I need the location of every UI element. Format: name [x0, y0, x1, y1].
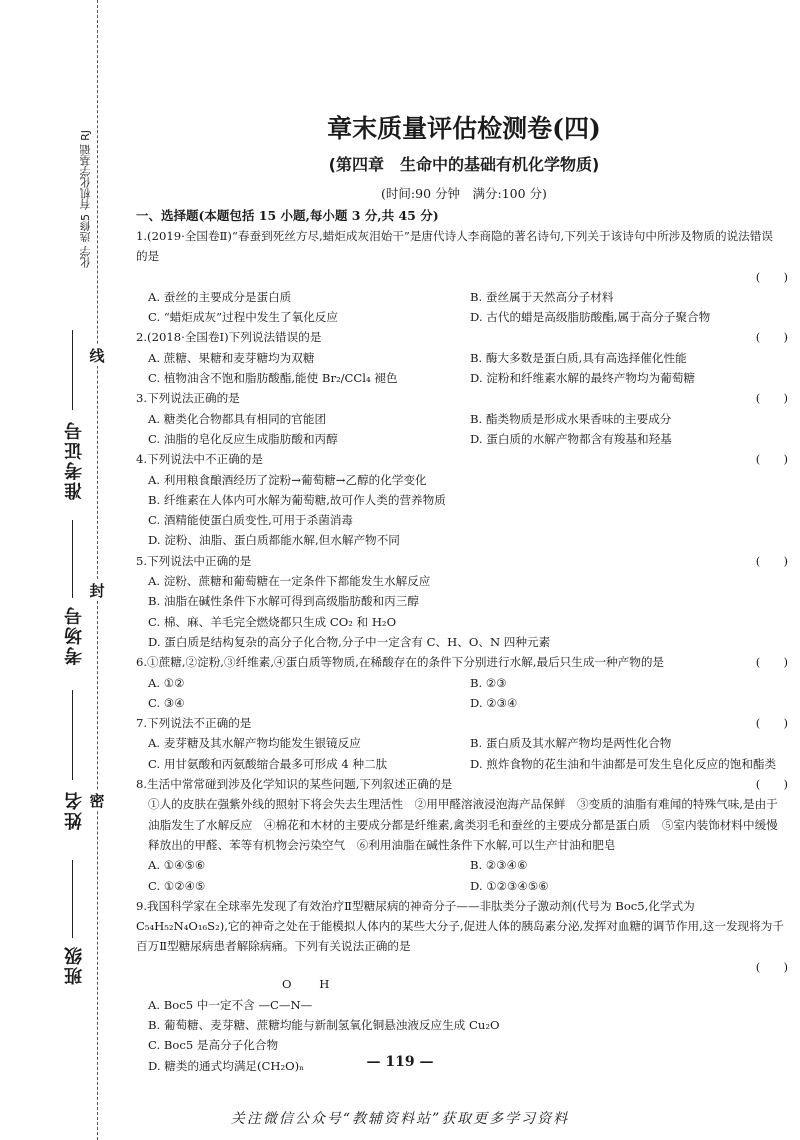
option-a: A. 蚕丝的主要成分是蛋白质 [148, 289, 292, 304]
exam-id-label: 准考证号 [64, 420, 85, 500]
option-b: B. ②③ [470, 675, 507, 690]
binding-mark-mi: 密 [87, 790, 107, 811]
question-stem: 9.我国科学家在全球率先发现了有效治疗Ⅱ型糖尿病的神奇分子——非肽类分子激动剂(代号为 Boc5,化学式为 C₅₄H₅₂N₄O₁₆S₂),它的神奇之处在于能模拟人体内的某些大分子,促进人体的胰岛素分泌,发挥对血糖的调节作用,这一发现将为千百万Ⅱ型糖尿病患者解除病痛。下列有关说法正确的是 [136, 898, 784, 954]
option-d: D. 淀粉、油脂、蛋白质都能水解,但水解产物不同 [148, 533, 400, 548]
option-c: C. ①②④⑤ [148, 878, 206, 893]
chapter-subtitle: (第四章 生命中的基础有机化学物质) [328, 155, 600, 174]
question-8 [136, 774, 792, 896]
exam-room-label: 考场号 [64, 605, 85, 665]
name-label: 姓名 [64, 790, 85, 830]
option-a: A. 糖类化合物都具有相同的官能团 [148, 411, 327, 426]
question-stem: 5.下列说法中正确的是 [136, 553, 252, 568]
series-label: 化学 选修5 有机化学基础 RJ [79, 130, 92, 269]
answer-paren: ( ) [755, 716, 788, 731]
option-a: A. 蔗糖、果糖和麦芽糖均为双糖 [148, 350, 315, 365]
option-b: B. 油脂在碱性条件下水解可得到高级脂肪酸和丙三醇 [148, 594, 419, 609]
name-line [72, 690, 73, 780]
question-5 [136, 551, 792, 652]
option-b: B. 酶大多数是蛋白质,具有高选择催化性能 [470, 350, 687, 365]
option-b: B. 纤维素在人体内可水解为葡萄糖,故可作人类的营养物质 [148, 492, 446, 507]
exam-info: (时间:90 分钟 满分:100 分) [381, 186, 547, 201]
footer-note: 关注微信公众号“教辅资料站”获取更多学习资料 [230, 1111, 570, 1127]
binding-mark-feng: 封 [87, 580, 107, 601]
structure-atoms: O H [282, 976, 342, 991]
question-stem: 3.下列说法正确的是 [136, 391, 240, 406]
option-c: C. 用甘氨酸和丙氨酸缩合最多可形成 4 种二肽 [148, 756, 388, 771]
section-heading: 一、选择题(本题包括 15 小题,每小题 3 分,共 45 分) [136, 208, 439, 223]
answer-paren: ( ) [755, 655, 788, 670]
option-d: D. ①②③④⑤⑥ [470, 878, 549, 893]
option-c: C. 油脂的皂化反应生成脂肪酸和丙醇 [148, 431, 338, 446]
option-b: B. 酯类物质是形成水果香味的主要成分 [470, 411, 672, 426]
class-label: 班级 [64, 945, 85, 985]
class-line [72, 860, 73, 938]
question-stem: 6.①蔗糖,②淀粉,③纤维素,④蛋白质等物质,在稀酸存在的条件下分别进行水解,最后只生成一种产物的是 [136, 655, 665, 670]
binding-dash-line [97, 0, 98, 1140]
option-c: C. ③④ [148, 695, 185, 710]
option-d: D. 古代的蜡是高级脂肪酸酯,属于高分子聚合物 [470, 310, 711, 325]
option-a: A. Boc5 中一定不含 —C—N— [148, 997, 313, 1012]
option-a: A. 利用粮食酿酒经历了淀粉→葡萄糖→乙醇的化学变化 [148, 472, 427, 487]
answer-paren: ( ) [755, 330, 788, 345]
option-b: B. 蛋白质及其水解产物均是两性化合物 [470, 736, 672, 751]
option-c: C. 植物油含不饱和脂肪酸酯,能使 Br₂/CCl₄ 褪色 [148, 371, 398, 386]
question-stem: 2.(2018·全国卷Ⅰ)下列说法错误的是 [136, 330, 322, 345]
option-b: B. 葡萄糖、麦芽糖、蔗糖均能与新制氢氧化铜悬浊液反应生成 Cu₂O [148, 1017, 500, 1032]
option-b: B. ②③④⑥ [470, 858, 528, 873]
question-7 [136, 713, 792, 774]
question-4 [136, 449, 792, 550]
answer-paren: ( ) [755, 391, 788, 406]
option-c: C. “蜡炬成灰”过程中发生了氧化反应 [148, 310, 338, 325]
exam-content [136, 112, 792, 1076]
option-d: D. ②③④ [470, 695, 518, 710]
option-d: D. 蛋白质的水解产物都含有羧基和羟基 [470, 431, 672, 446]
option-b: B. 蚕丝属于天然高分子材料 [470, 289, 614, 304]
question-2 [136, 327, 792, 388]
option-a: A. 麦芽糖及其水解产物均能发生银镜反应 [148, 736, 361, 751]
page-number: — 119 — [366, 1054, 434, 1070]
option-a: A. ①④⑤⑥ [148, 858, 206, 873]
answer-paren: ( ) [755, 959, 788, 974]
answer-paren: ( ) [755, 553, 788, 568]
option-a: A. 淀粉、蔗糖和葡萄糖在一定条件下都能发生水解反应 [148, 574, 431, 589]
binding-margin [0, 0, 110, 1140]
question-1 [136, 226, 792, 327]
binding-mark-xian: 线 [87, 345, 107, 366]
question-body: ①人的皮肤在强紫外线的照射下将会失去生理活性 ②用甲醛溶液浸泡海产品保鲜 ③变质的油脂有难闻的特殊气味,是由于油脂发生了水解反应 ④棉花和木材的主要成分都是纤维素,禽类羽毛和蚕丝的主要成分都是蛋白质 ⑤室内装饰材料中缓慢释放出的甲醛、苯等有机物会污染空气 ⑥利用油脂在碱性条件下水解,可以生产甘油和肥皂 [148, 797, 778, 852]
exam-id-line [72, 330, 73, 410]
option-d: D. 淀粉和纤维素水解的最终产物均为葡萄糖 [470, 371, 695, 386]
option-c: C. Boc5 是高分子化合物 [148, 1038, 279, 1053]
option-d: D. 煎炸食物的花生油和牛油都是可发生皂化反应的饱和酯类 [470, 756, 777, 771]
question-3 [136, 388, 792, 449]
option-c: C. 酒精能使蛋白质变性,可用于杀菌消毒 [148, 513, 354, 528]
question-9 [136, 896, 792, 1076]
page-title: 章末质量评估检测卷(四) [327, 114, 601, 143]
option-d: D. 糖类的通式均满足(CH₂O)ₙ [148, 1058, 305, 1073]
answer-paren: ( ) [755, 269, 788, 284]
answer-paren: ( ) [755, 452, 788, 467]
option-c: C. 棉、麻、羊毛完全燃烧都只生成 CO₂ 和 H₂O [148, 614, 397, 629]
question-stem: 1.(2019·全国卷Ⅱ)“春蚕到死丝方尽,蜡炬成灰泪始干”是唐代诗人李商隐的著名诗句,下列关于该诗句中所涉及物质的说法错误的是 [136, 229, 773, 264]
question-stem: 4.下列说法中不正确的是 [136, 452, 263, 467]
option-d: D. 蛋白质是结构复杂的高分子化合物,分子中一定含有 C、H、O、N 四种元素 [148, 634, 551, 649]
question-stem: 8.生活中常常碰到涉及化学知识的某些问题,下列叙述正确的是 [136, 777, 453, 792]
question-stem: 7.下列说法不正确的是 [136, 716, 252, 731]
question-6 [136, 652, 792, 713]
option-a: A. ①② [148, 675, 185, 690]
exam-room-line [72, 520, 73, 598]
answer-paren: ( ) [755, 777, 788, 792]
peptide-structure [148, 977, 792, 1015]
